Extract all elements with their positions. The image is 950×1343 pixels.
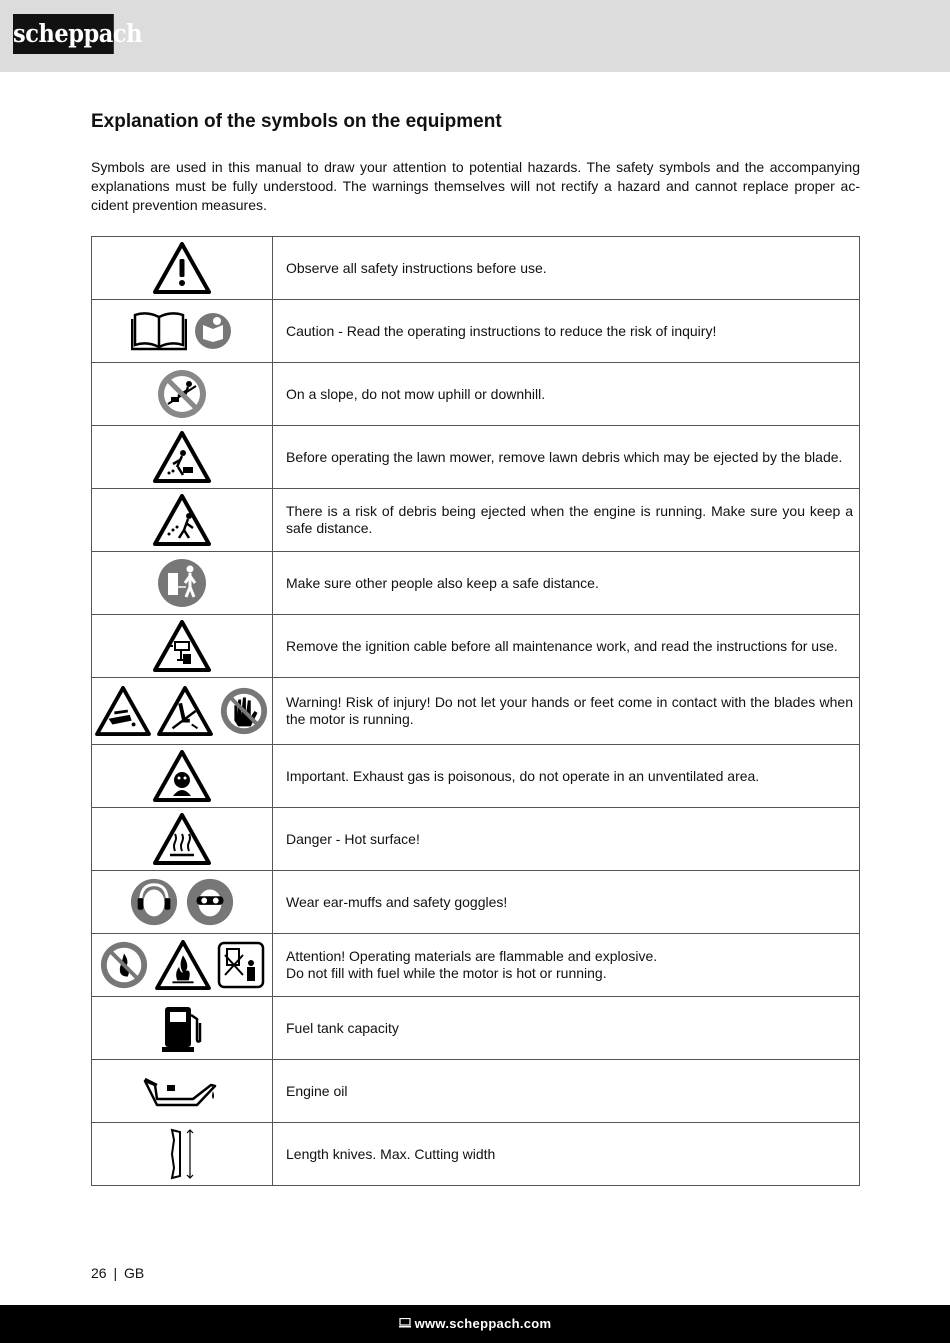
- table-row: [92, 615, 860, 678]
- table-row: [92, 237, 860, 300]
- fuel-pump-icon: [159, 1003, 205, 1053]
- ear-muffs-icon: [129, 877, 179, 927]
- ignition-cable-warning-icon: [153, 620, 211, 672]
- table-row: [92, 426, 860, 489]
- keep-distance-icon: [156, 557, 208, 609]
- ejected-debris-warning-icon: [153, 494, 211, 546]
- flammable-warning-icon: [155, 940, 211, 990]
- row-description: Engine oil: [273, 1060, 860, 1123]
- table-row: [92, 1123, 860, 1186]
- manual-book-icon: [131, 311, 187, 351]
- language-code: GB: [124, 1265, 145, 1281]
- hot-surface-warning-icon: [153, 813, 211, 865]
- table-row: [92, 300, 860, 363]
- symbols-table: [91, 236, 860, 1186]
- row-description: Make sure other people also keep a safe distance.: [273, 552, 860, 615]
- no-refuel-running-icon: [217, 941, 265, 989]
- row-description: Before operating the lawn mower, remove lawn debris which may be ejected by the blade.: [273, 426, 860, 489]
- table-row: [92, 489, 860, 552]
- foot-blade-warning-icon: [157, 686, 213, 736]
- blade-length-icon: [162, 1128, 202, 1180]
- table-row: [92, 871, 860, 934]
- table-row: [92, 997, 860, 1060]
- row-description: [273, 934, 860, 997]
- page-header: [0, 0, 950, 72]
- table-row: [92, 934, 860, 997]
- row-description-line1: Attention! Operating materials are flammable and explosive.: [286, 948, 658, 964]
- table-row: [92, 808, 860, 871]
- intro-paragraph: Symbols are used in this manual to draw your attention to potential hazards. The safety symbols and the accompanying explanations must be fully understood. The warnings themselves will not rectify a hazard and cannot replace proper ac-cident prevention measures.: [91, 159, 860, 213]
- row-description: Wear ear-muffs and safety goggles!: [273, 871, 860, 934]
- computer-icon: [399, 1305, 411, 1343]
- table-row: [92, 1060, 860, 1123]
- row-description: Observe all safety instructions before use.: [273, 237, 860, 300]
- oil-can-icon: [141, 1071, 223, 1111]
- table-row: [92, 363, 860, 426]
- hand-injury-warning-icon: [95, 686, 151, 736]
- no-mowing-slope-icon: [156, 368, 208, 420]
- debris-removal-warning-icon: [153, 431, 211, 483]
- row-description-line2: Do not fill with fuel while the motor is hot or running.: [286, 965, 607, 981]
- safety-goggles-icon: [185, 877, 235, 927]
- row-description: Fuel tank capacity: [273, 997, 860, 1060]
- bottom-bar: [0, 1305, 950, 1343]
- table-row: [92, 552, 860, 615]
- exhaust-gas-warning-icon: [153, 750, 211, 802]
- footer-separator: |: [113, 1265, 118, 1281]
- warning-exclamation-icon: [153, 242, 211, 294]
- read-manual-icon: [193, 311, 233, 351]
- table-row: [92, 678, 860, 745]
- page-footer: [91, 1265, 144, 1281]
- row-description: Warning! Risk of injury! Do not let your hands or feet come in contact with the blades when the motor is running.: [273, 678, 860, 745]
- row-description: Danger - Hot surface!: [273, 808, 860, 871]
- row-description: Remove the ignition cable before all maintenance work, and read the instructions for use.: [273, 615, 860, 678]
- row-description: On a slope, do not mow uphill or downhill.: [273, 363, 860, 426]
- website-link[interactable]: www.scheppach.com: [414, 1316, 552, 1331]
- row-description: There is a risk of debris being ejected when the engine is running. Make sure you keep a safe distance.: [273, 489, 860, 552]
- no-open-flame-icon: [99, 940, 149, 990]
- table-row: [92, 745, 860, 808]
- row-description: Caution - Read the operating instructions to reduce the risk of inquiry!: [273, 300, 860, 363]
- page-number: 26: [91, 1265, 107, 1281]
- row-description: Length knives. Max. Cutting width: [273, 1123, 860, 1186]
- scheppach-logo: scheppach: [13, 14, 114, 54]
- page-title: Explanation of the symbols on the equipment: [91, 111, 502, 132]
- row-description: Important. Exhaust gas is poisonous, do not operate in an unventilated area.: [273, 745, 860, 808]
- no-hands-icon: [219, 686, 269, 736]
